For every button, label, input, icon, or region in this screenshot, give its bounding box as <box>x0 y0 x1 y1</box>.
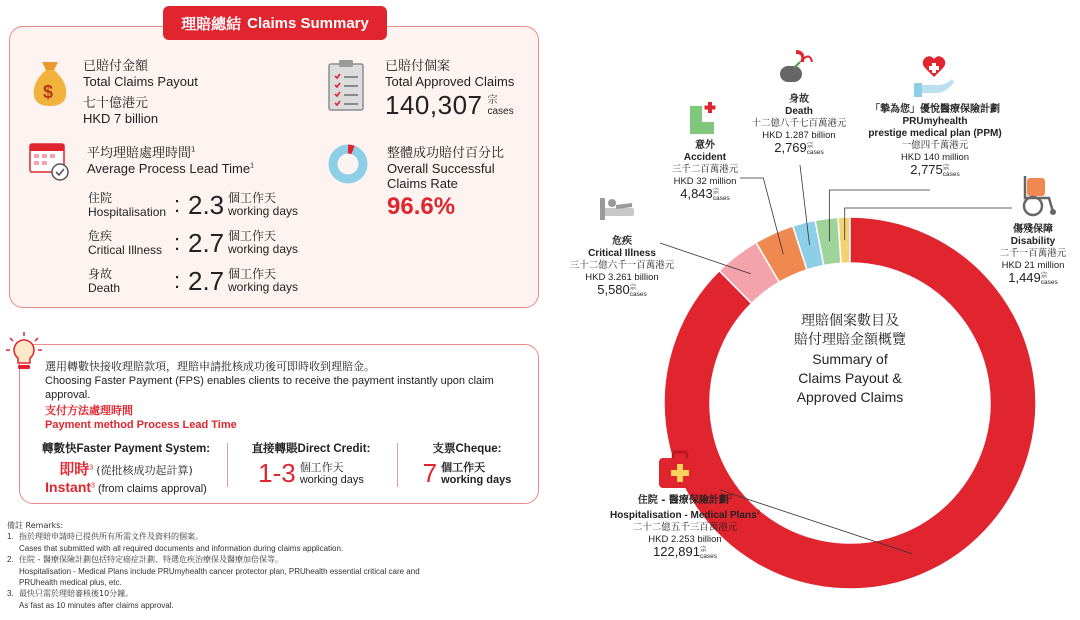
cases-unit-cn: 宗 <box>700 545 707 554</box>
cheque-value: 7 <box>422 458 438 488</box>
remark-num: 2. <box>7 555 14 565</box>
remark-cn: 指於理賠申請時已提供所有所需文件及資料的個案。 <box>19 532 203 542</box>
lead-value: 2.7 <box>188 227 225 258</box>
lead-row-hospitalisation: 住院 Hospitalisation : 2.3 個工作天 working days <box>88 189 299 220</box>
success-rate-label-cn: 整體成功賠付百分比 <box>387 146 505 161</box>
cat-amount-en: HKD 140 million <box>900 152 970 163</box>
center-label-cn2: 賠付理賠金額概覽 <box>794 332 906 348</box>
label-critical-illness <box>552 236 692 298</box>
approved-claims-label-en: Total Approved Claims <box>385 74 515 89</box>
center-label-en2: Claims Payout & <box>798 370 902 386</box>
success-rate-value: 96.6% <box>387 193 456 220</box>
fps-note-cn-small: (從批核成功起計算) <box>96 464 193 477</box>
cat-amount-en: HKD 2.253 billion <box>648 534 722 546</box>
cat-cases: 122,891 <box>653 544 700 560</box>
fps-value-en: Instant <box>45 479 92 495</box>
cat-amount-cn: 三千二百萬港元 <box>671 164 739 175</box>
injury-cast-icon <box>686 100 722 138</box>
cat-amount-cn: 二千一百萬港元 <box>999 248 1067 259</box>
cheque-unit-cn: 個工作天 <box>441 460 486 474</box>
cases-unit-en: cases <box>806 149 824 156</box>
cat-name-cn: 住院 - 醫療保險計劃 <box>637 495 729 507</box>
remarks-title: 備註 Remarks: <box>7 521 64 530</box>
lead-name-cn: 住院 <box>88 191 113 205</box>
success-rate-label-en1: Overall Successful <box>387 161 495 176</box>
lead-time-label-cn: 平均理賠處理時間 <box>87 146 192 161</box>
cat-name-cn: 「摯為您」優悅醫療保險計劃 <box>870 104 1000 115</box>
cases-unit-cn: 宗 <box>806 141 814 149</box>
success-rate-label-en2: Claims Rate <box>387 176 458 191</box>
cat-sup-en: 2 <box>756 510 761 517</box>
total-payout-value-cn: 七十億港元 <box>83 96 149 111</box>
cat-amount-cn: 三十二億六千一百萬港元 <box>569 260 675 271</box>
lead-name-cn: 身故 <box>88 267 113 281</box>
cat-name-cn: 意外 <box>695 140 715 151</box>
lead-name-en: Hospitalisation <box>88 205 167 219</box>
svg-text:$: $ <box>43 82 54 102</box>
remark-en: As fast as 10 minutes after claims approval. <box>19 600 174 610</box>
cat-cases: 2,769 <box>774 140 807 155</box>
total-payout-label-en: Total Claims Payout <box>83 74 198 89</box>
cat-name-en: Accident <box>683 152 727 163</box>
fps-sup: 3 <box>89 464 94 472</box>
cat-amount-cn: 二十二億五千三百萬港元 <box>632 522 738 534</box>
cat-amount-en: HKD 3.261 billion <box>585 272 659 283</box>
remark-cn: 最快只需於理賠審核後10分鐘。 <box>19 589 134 599</box>
remark-num: 1. <box>7 532 14 542</box>
lead-unit-cn: 個工作天 <box>228 191 277 205</box>
cases-unit-en: cases <box>942 171 960 178</box>
remark-en: Hospitalisation - Medical Plans include PRUmyhealth cancer protector plan, PRUhealth essential critical care and <box>19 566 420 576</box>
lead-value: 2.3 <box>188 189 225 220</box>
remark-num: 3. <box>7 589 14 599</box>
payment-method-head: 轉數快Faster Payment System: <box>41 443 211 455</box>
center-label-en3: Approved Claims <box>796 389 904 405</box>
donut-center-label <box>770 312 930 407</box>
lead-row-critical-illness: 危疾 Critical Illness : 2.7 個工作天 working days <box>88 227 299 258</box>
hospital-bed-icon <box>598 192 638 224</box>
approved-claims-unit-en: cases <box>487 106 514 117</box>
memorial-flower-icon <box>776 46 816 88</box>
total-payout-label-cn: 已賠付金額 <box>83 59 149 74</box>
fps-note-en-small: (from claims approval) <box>98 483 207 495</box>
cat-name-cn: 危疾 <box>612 236 632 247</box>
payment-method-head: 支票Cheque: <box>432 443 502 455</box>
fps-sup-en: 3 <box>91 482 95 490</box>
cases-unit-cn: 宗 <box>1040 271 1048 279</box>
cat-amount-en: HKD 32 million <box>673 176 737 187</box>
cat-name-en: Death <box>785 106 813 117</box>
remark-en: PRUhealth medical plus, etc. <box>19 578 122 588</box>
banner-title-en: Claims Summary <box>247 14 369 32</box>
fps-note-en: Choosing Faster Payment (FPS) enables clients to receive the payment instantly upon claim approval. <box>45 375 494 401</box>
cat-name-en: Hospitalisation - Medical Plans <box>609 510 757 522</box>
direct-credit-value: 1-3 <box>258 458 296 488</box>
cat-cases: 1,449 <box>1008 270 1041 285</box>
cat-name-en: PRUmyhealth <box>902 116 968 127</box>
payment-method-title-en: Payment method Process Lead Time <box>45 419 237 431</box>
wheelchair-icon <box>1015 172 1059 218</box>
banner-title-cn: 理賠總結 <box>181 14 242 33</box>
payment-method-head: 直接轉賬Direct Credit: <box>251 443 371 455</box>
cases-unit-en: cases <box>1040 279 1058 286</box>
cat-sup: 2 <box>728 495 733 501</box>
medical-kit-icon <box>657 450 703 490</box>
lead-unit-cn: 個工作天 <box>228 229 277 243</box>
direct-credit-unit-cn: 個工作天 <box>299 460 344 474</box>
approved-claims-value: 140,307 <box>385 90 483 120</box>
payment-method-title-cn: 支付方法處理時間 <box>45 404 133 417</box>
fps-note-cn: 選用轉數快接收理賠款項，理賠申請批核成功後可即時收到理賠金。 <box>45 360 375 373</box>
remark-cn: 住院 - 醫療保險計劃包括特定癌症計劃、特選危疾治療保及醫療加倍保等。 <box>19 555 283 565</box>
cat-name-cn: 身故 <box>789 94 809 105</box>
label-ppm <box>860 104 1010 178</box>
cases-unit-cn: 宗 <box>942 163 950 171</box>
lead-unit-cn: 個工作天 <box>228 267 277 281</box>
cases-unit-cn: 宗 <box>629 283 637 291</box>
cat-name-en: Critical Illness <box>588 248 656 259</box>
cat-amount-cn: 十二億八千七百萬港元 <box>751 118 847 129</box>
lead-value: 2.7 <box>188 265 225 296</box>
label-hospitalisation <box>580 492 790 560</box>
cat-cases: 4,843 <box>680 186 713 201</box>
label-disability <box>990 224 1076 286</box>
fps-value-cn: 即時 <box>59 460 90 478</box>
lead-row-death: 身故 Death : 2.7 個工作天 working days <box>88 265 299 296</box>
lead-unit-en: working days <box>228 242 299 256</box>
cat-name-cn: 傷殘保障 <box>1013 224 1053 235</box>
center-label-cn1: 理賠個案數目及 <box>801 313 899 329</box>
cat-amount-en: HKD 1.287 billion <box>762 130 836 141</box>
center-label-en1: Summary of <box>812 351 888 367</box>
lead-unit-en: working days <box>228 204 299 218</box>
cases-unit-en: cases <box>629 291 647 298</box>
lead-time-label-en: Average Process Lead Time <box>87 161 251 176</box>
lead-unit-en: working days <box>228 280 299 294</box>
total-payout-value-en: HKD 7 billion <box>83 111 159 126</box>
label-death <box>740 94 858 156</box>
cases-unit-en: cases <box>712 195 730 202</box>
lead-time-sup: 1 <box>191 145 196 154</box>
hand-heart-icon <box>912 55 962 99</box>
cases-unit-cn: 宗 <box>712 187 720 195</box>
cat-cases: 2,775 <box>910 162 943 177</box>
cheque-unit-en: working days <box>441 473 512 486</box>
cat-name-en2: prestige medical plan (PPM) <box>868 128 1002 139</box>
lead-name-en: Critical Illness <box>88 243 163 257</box>
cat-name-en: Disability <box>1010 236 1056 247</box>
cat-cases: 5,580 <box>597 282 630 297</box>
cases-unit-en: cases <box>700 553 717 561</box>
approved-claims-unit-cn: 宗 <box>487 95 498 106</box>
cat-amount-en: HKD 21 million <box>1001 260 1065 271</box>
approved-claims-label-cn: 已賠付個案 <box>385 59 451 74</box>
direct-credit-unit-en: working days <box>299 473 364 486</box>
remark-en: Cases that submitted with all required documents and information during claims application. <box>19 543 344 553</box>
lead-name-cn: 危疾 <box>88 229 113 243</box>
cat-amount-cn: 一億四千萬港元 <box>901 140 969 151</box>
lead-time-sup-en: 1 <box>250 162 254 170</box>
lead-name-en: Death <box>88 281 121 295</box>
